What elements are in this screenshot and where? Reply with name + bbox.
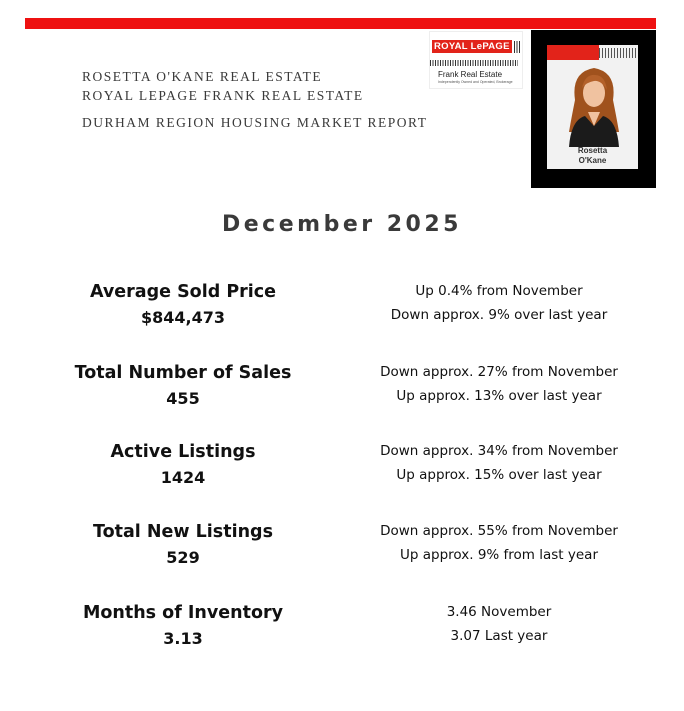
agent-last-name: O'Kane — [578, 156, 607, 165]
stat-value: 529 — [166, 548, 200, 567]
logo-stripes-lower — [430, 60, 518, 66]
logo-brand-name: Frank Real Estate — [438, 70, 503, 79]
brokerage-line: ROYAL LEPAGE FRANK REAL ESTATE — [82, 88, 364, 103]
stat-value: 3.13 — [163, 629, 203, 648]
agent-company-line: ROSETTA O'KANE REAL ESTATE — [82, 69, 323, 84]
report-title: December 2025 — [222, 212, 462, 237]
card-stripes — [599, 48, 638, 58]
agent-name — [547, 146, 638, 166]
stat-value: $844,473 — [140, 308, 225, 327]
report-name-line: DURHAM REGION HOUSING MARKET REPORT — [82, 115, 428, 130]
card-red-band — [547, 45, 599, 60]
agent-portrait — [565, 60, 623, 147]
stat-label: Total Number of Sales — [74, 363, 292, 383]
stat-note: Down approx. 55% from November — [380, 523, 618, 539]
logo-tagline: Independently Owned and Operated, Brokerage — [438, 80, 513, 84]
logo-stripes — [514, 41, 520, 53]
stat-note: Up approx. 9% from last year — [400, 547, 598, 563]
agent-first-name: Rosetta — [577, 146, 608, 155]
royal-lepage-wordmark: ROYAL LePAGE — [434, 41, 510, 52]
stat-note: Up approx. 13% over last year — [396, 388, 602, 404]
stat-note: Down approx. 34% from November — [380, 443, 618, 459]
stat-note: Up approx. 15% over last year — [396, 467, 602, 483]
stat-note: 3.46 November — [446, 604, 552, 620]
stat-value: 1424 — [160, 468, 206, 487]
stat-label: Active Listings — [110, 442, 256, 462]
stat-label: Months of Inventory — [82, 603, 284, 623]
agent-photo-frame — [531, 30, 656, 188]
stat-note: Down approx. 27% from November — [380, 364, 618, 380]
top-accent-bar — [25, 18, 656, 29]
royal-lepage-logo — [430, 32, 522, 88]
stat-note: 3.07 Last year — [450, 628, 548, 644]
agent-card — [547, 45, 638, 169]
stat-value: 455 — [166, 389, 200, 408]
stat-note: Down approx. 9% over last year — [390, 307, 608, 323]
stat-note: Up 0.4% from November — [415, 283, 583, 299]
stat-label: Average Sold Price — [89, 282, 277, 302]
stat-label: Total New Listings — [92, 522, 273, 542]
report-header — [82, 67, 427, 132]
